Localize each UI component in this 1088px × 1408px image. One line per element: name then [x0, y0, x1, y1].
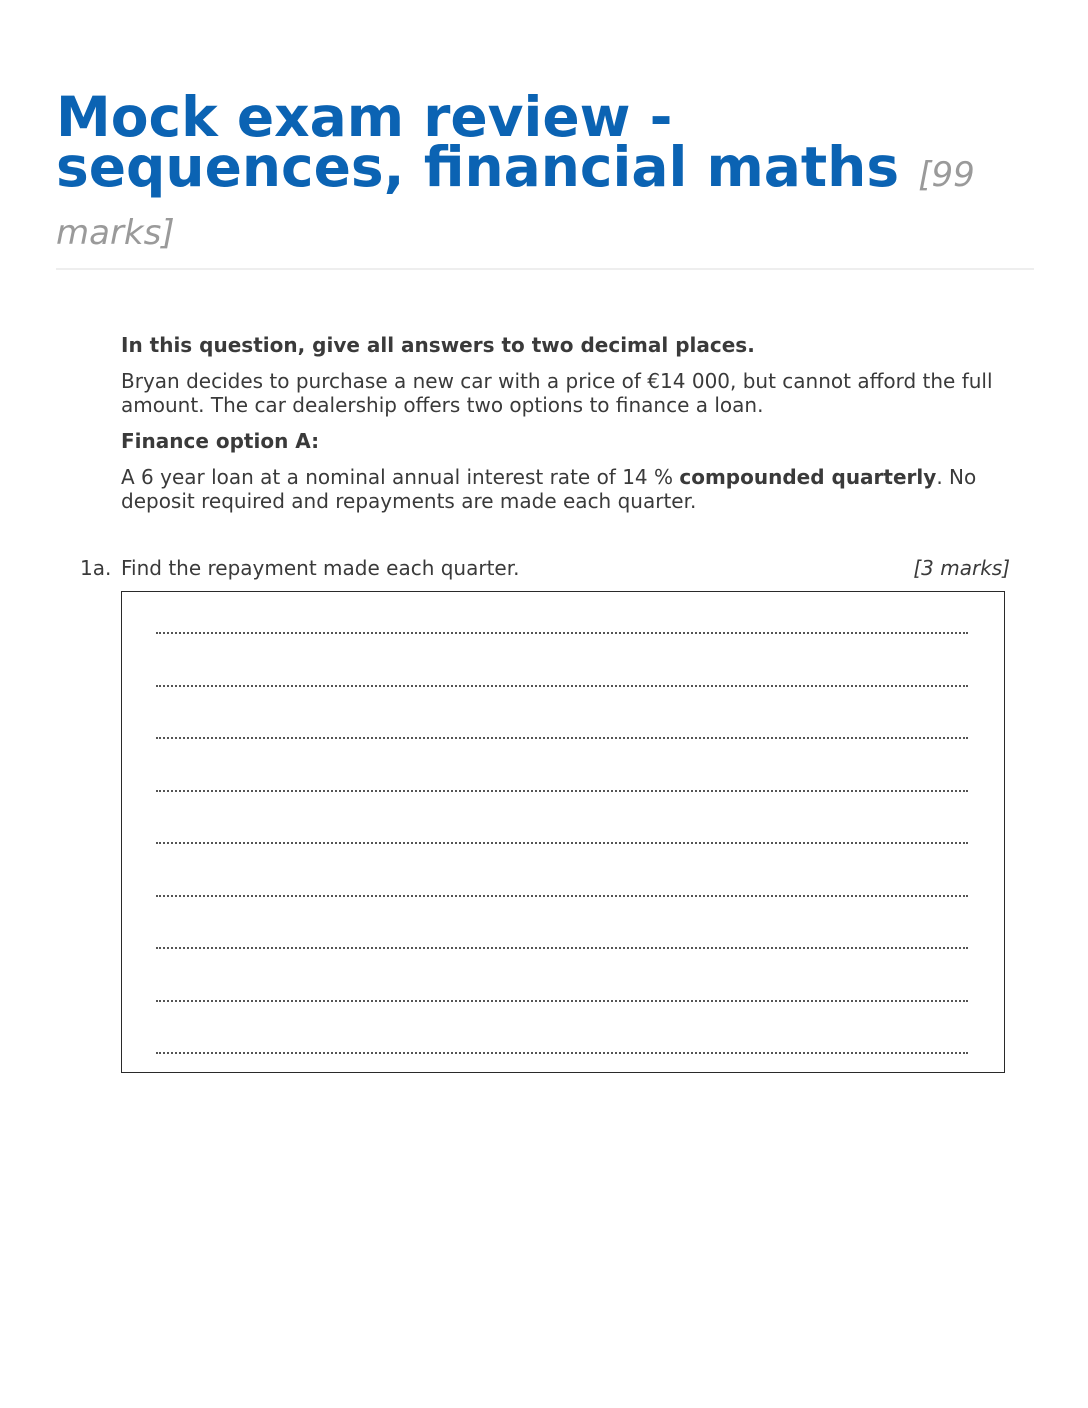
answer-line	[156, 737, 968, 739]
answer-line	[156, 947, 968, 949]
page-title	[56, 85, 1036, 258]
answer-line	[156, 1000, 968, 1002]
page-title-text: Mock exam review - sequences, financial maths	[56, 85, 900, 199]
answer-line	[156, 632, 968, 634]
scenario-text: Bryan decides to purchase a new car with a price of €14 000, but cannot afford the full amount. The car dealership offers two options to finance a loan.	[121, 369, 993, 417]
total-marks-label: [99 marks]	[56, 155, 975, 253]
answer-box[interactable]	[121, 591, 1005, 1073]
option-text-emphasis: compounded quarterly	[679, 465, 937, 489]
finance-option-heading: Finance option A:	[121, 429, 320, 453]
answer-line	[156, 685, 968, 687]
answer-line	[156, 842, 968, 844]
answer-line	[156, 790, 968, 792]
question-text: Find the repayment made each quarter.	[121, 556, 520, 580]
instruction-text: In this question, give all answers to two decimal places.	[121, 333, 755, 357]
option-text-start: A 6 year loan at a nominal annual interest rate of 14 %	[121, 465, 680, 489]
finance-option-description	[121, 465, 1021, 513]
question-number: 1a.	[80, 556, 112, 580]
question-marks: [3 marks]	[913, 556, 1010, 580]
answer-line	[156, 895, 968, 897]
option-text-end: . No deposit required and repayments are made each quarter.	[121, 465, 977, 513]
title-divider	[56, 268, 1034, 270]
question-row	[80, 555, 1010, 581]
answer-line	[156, 1052, 968, 1054]
question-intro	[121, 333, 1021, 525]
